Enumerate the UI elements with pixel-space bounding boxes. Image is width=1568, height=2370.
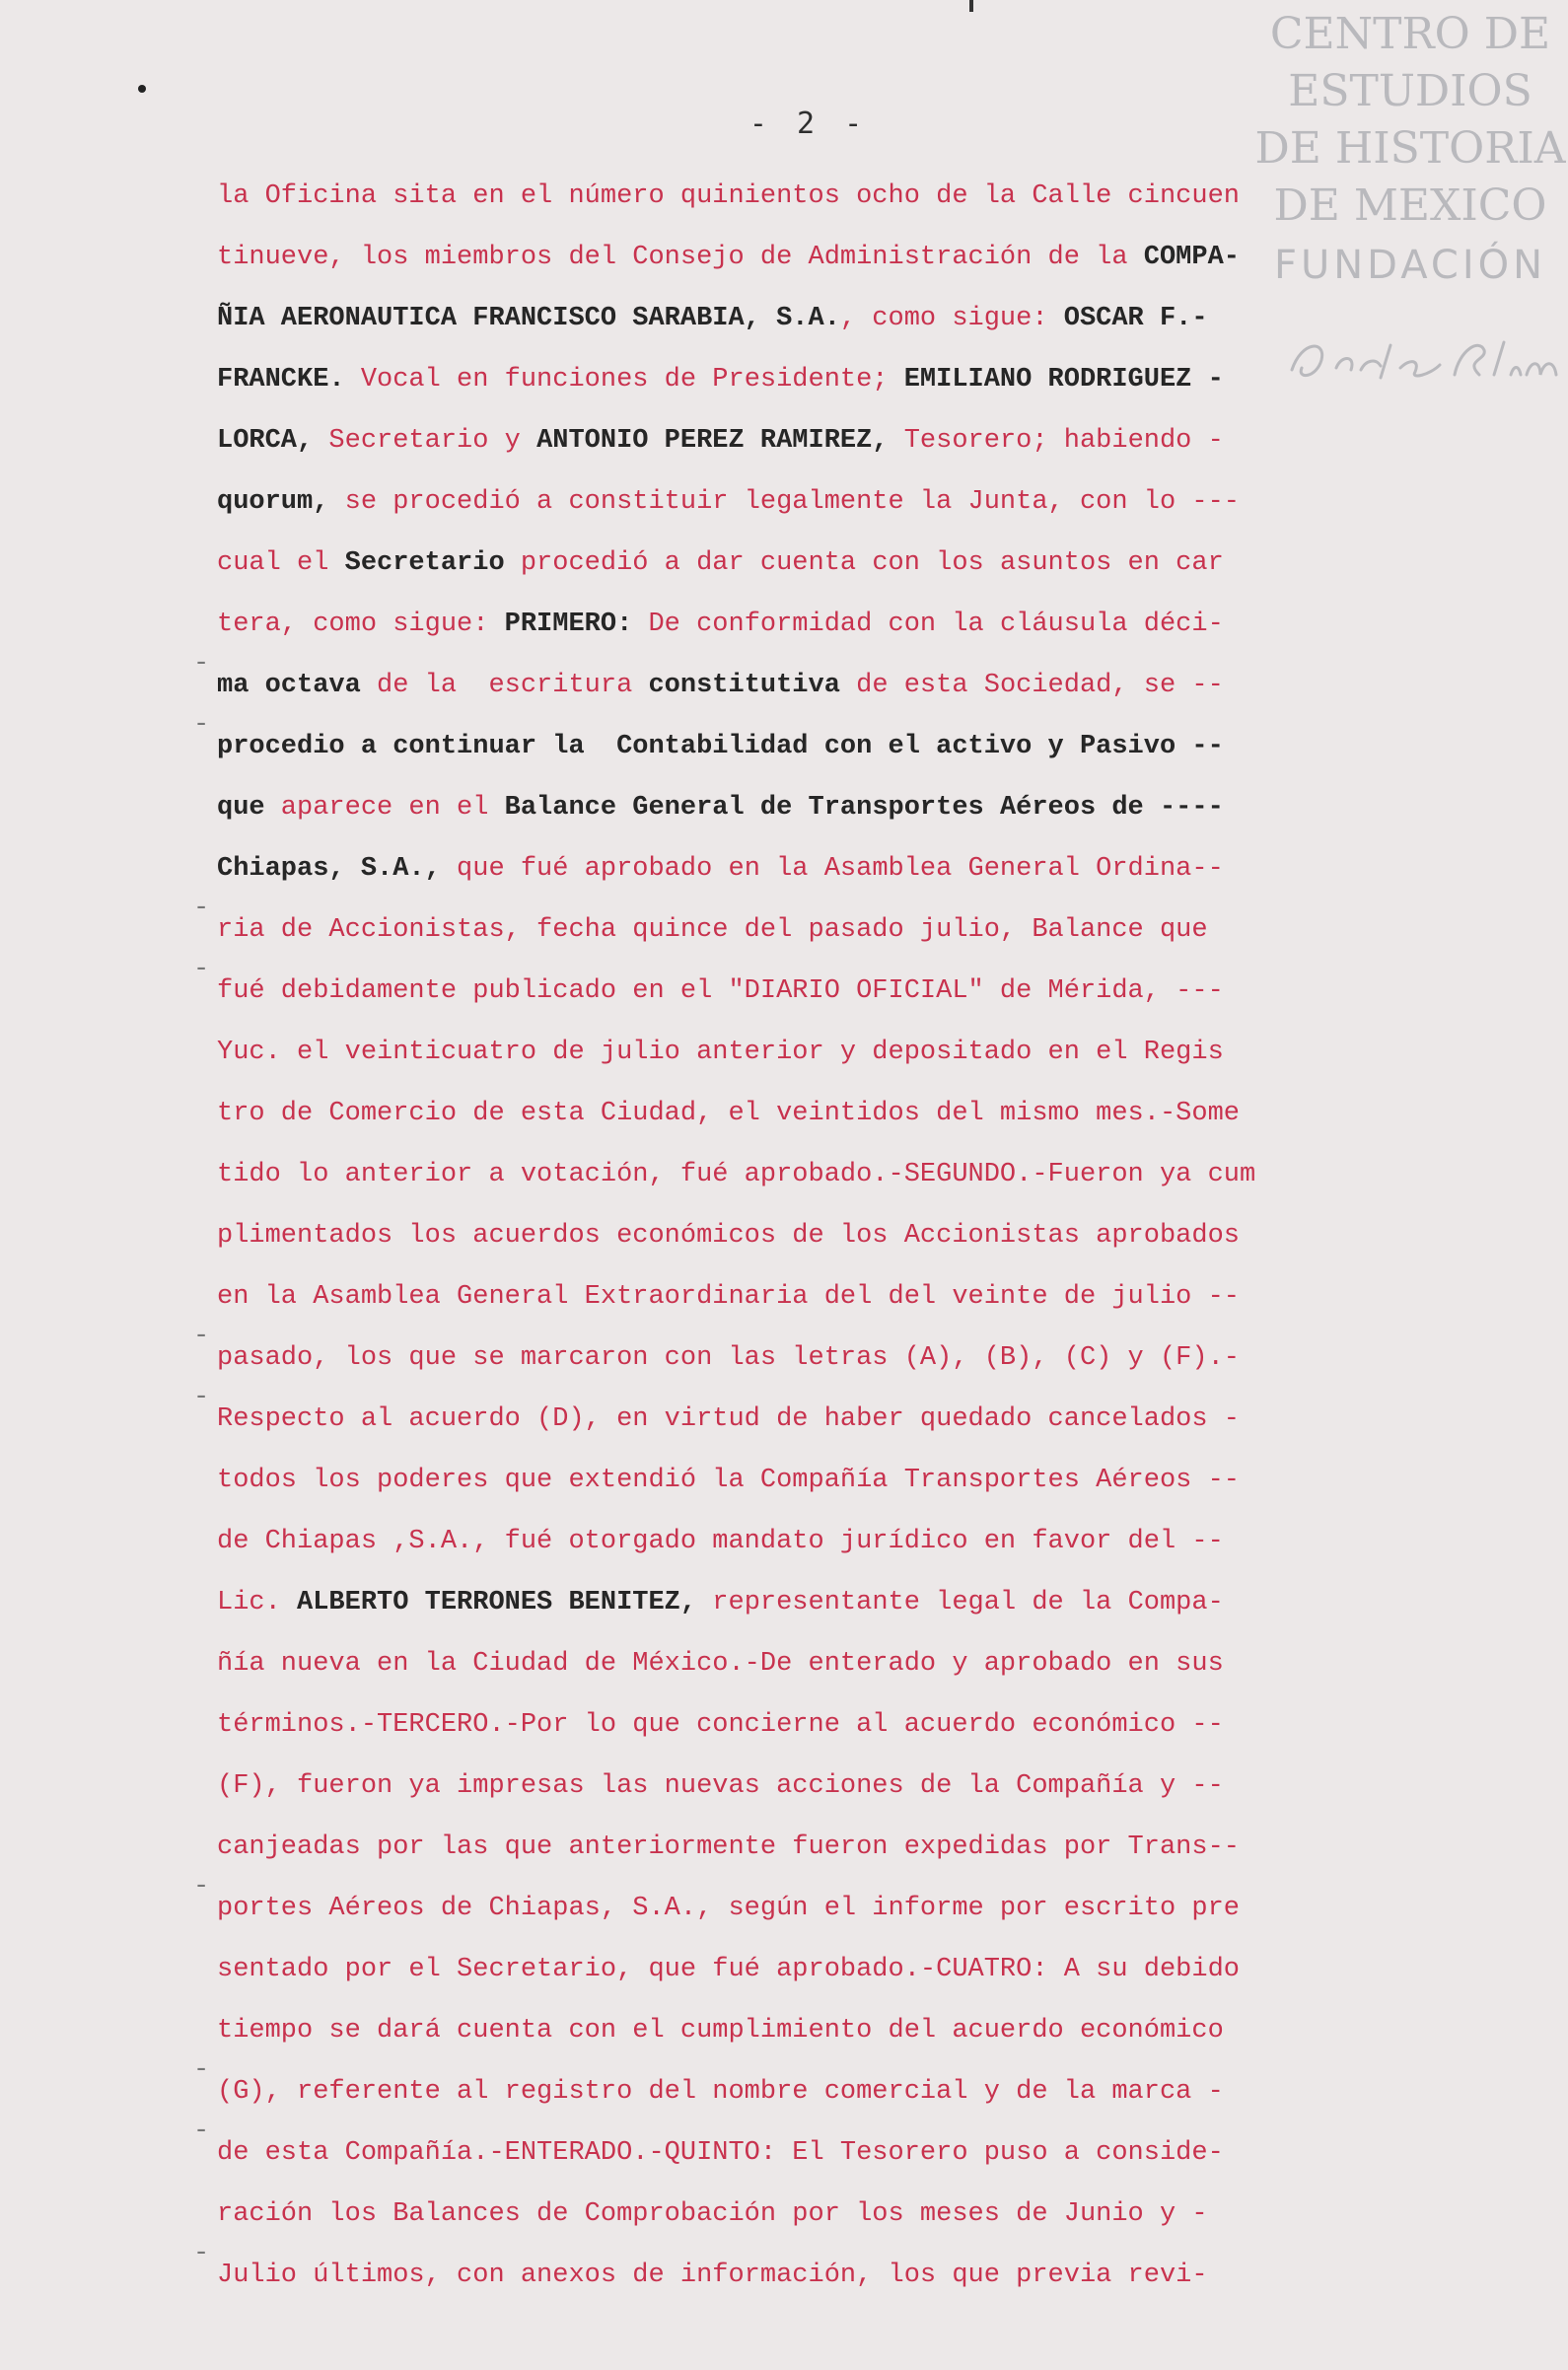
red-text-run: fué debidamente publicado en el "DIARIO OFICIAL" de Mérida, --- <box>217 976 1224 1006</box>
text-line <box>217 1756 1420 1817</box>
red-text-run: , como sigue: <box>839 304 1064 333</box>
red-text-run: Secretario y <box>313 426 537 456</box>
bold-text-run: ma octava <box>217 671 361 700</box>
red-text-run: tera, como sigue: <box>217 610 505 639</box>
text-line <box>217 1878 1420 1939</box>
bold-text-run: EMILIANO RODRIGUEZ - <box>903 365 1224 395</box>
margin-mark: - <box>193 649 210 679</box>
red-text-run: ria de Accionistas, fecha quince del pasado julio, Balance que <box>217 915 1208 945</box>
watermark-line: DE HISTORIA <box>1254 123 1566 174</box>
red-text-run: que fué aprobado en la Asamblea General Ordina-- <box>440 854 1224 884</box>
red-text-run: de la escritura <box>360 671 649 700</box>
margin-mark: - <box>193 1322 210 1351</box>
text-line <box>217 288 1420 349</box>
text-line <box>217 716 1420 777</box>
typewritten-body <box>217 166 1420 2306</box>
text-line <box>217 1511 1420 1572</box>
red-text-run: la Oficina sita en el número quinientos ocho de la Calle cincuen <box>217 181 1240 211</box>
bold-text-run: LORCA, <box>217 426 314 456</box>
bold-text-run: COMPA- <box>1143 243 1240 272</box>
watermark-line: ESTUDIOS <box>1288 66 1532 116</box>
red-text-run: Respecto al acuerdo (D), en virtud de haber quedado cancelados - <box>217 1404 1240 1434</box>
margin-mark: - <box>193 2055 210 2085</box>
text-line <box>217 166 1420 227</box>
text-line <box>217 777 1420 838</box>
red-text-run: tinueve, los miembros del Consejo de Administración de la <box>217 243 1144 272</box>
red-text-run: Julio últimos, con anexos de información, los que previa revi- <box>217 2261 1208 2290</box>
red-text-run: de esta Sociedad, se -- <box>839 671 1224 700</box>
text-line <box>217 961 1420 1022</box>
red-text-run: tiempo se dará cuenta con el cumplimiento del acuerdo económico <box>217 2016 1224 2046</box>
text-line <box>217 349 1420 410</box>
red-text-run: pasado, los que se marcaron con las letras (A), (B), (C) y (F).- <box>217 1343 1240 1373</box>
watermark-foundation: FUNDACIÓN <box>1273 243 1547 288</box>
bold-text-run: ÑIA AERONAUTICA FRANCISCO SARABIA, S.A. <box>217 304 840 333</box>
red-text-run: tro de Comercio de esta Ciudad, el veintidos del mismo mes.-Some <box>217 1099 1240 1128</box>
red-text-run: (G), referente al registro del nombre comercial y de la marca - <box>217 2077 1224 2107</box>
text-line <box>217 1633 1420 1694</box>
text-line <box>217 1022 1420 1083</box>
red-text-run: Lic. <box>217 1588 298 1617</box>
page-number: - 2 - <box>748 107 869 141</box>
red-text-run: ñía nueva en la Ciudad de México.-De enterado y aprobado en sus <box>217 1649 1224 1679</box>
text-line <box>217 2000 1420 2061</box>
text-line <box>217 1389 1420 1450</box>
text-line <box>217 1266 1420 1328</box>
text-line <box>217 1939 1420 2000</box>
text-line <box>217 838 1420 899</box>
watermark-line: CENTRO DE <box>1269 9 1551 59</box>
bold-text-run: Chiapas, S.A., <box>217 854 441 884</box>
bold-text-run: ANTONIO PEREZ RAMIREZ, <box>536 426 889 456</box>
margin-mark: - <box>193 955 210 984</box>
red-text-run: aparece en el <box>264 793 505 823</box>
bold-text-run: procedio a continuar la Contabilidad con el activo y Pasivo -- <box>217 732 1224 761</box>
text-line <box>217 594 1420 655</box>
red-text-run: se procedió a constituir legalmente la Junta, con lo --- <box>328 487 1240 517</box>
red-text-run: en la Asamblea General Extraordinaria del del veinte de julio -- <box>217 1282 1240 1312</box>
top-ink-mark <box>969 0 973 12</box>
red-text-run: Yuc. el veinticuatro de julio anterior y depositado en el Regis <box>217 1038 1224 1067</box>
text-line <box>217 410 1420 471</box>
red-text-run: cual el <box>217 548 345 578</box>
red-text-run: representante legal de la Compa- <box>696 1588 1224 1617</box>
text-line <box>217 533 1420 594</box>
red-text-run: plimentados los acuerdos económicos de los Accionistas aprobados <box>217 1221 1240 1251</box>
text-line <box>217 1144 1420 1205</box>
text-line <box>217 2061 1420 2122</box>
red-text-run: Vocal en funciones de Presidente; <box>344 365 904 395</box>
bold-text-run: FRANCKE. <box>217 365 345 395</box>
text-line <box>217 655 1420 716</box>
bold-text-run: quorum, <box>217 487 329 517</box>
red-text-run: de esta Compañía.-ENTERADO.-QUINTO: El Tesorero puso a conside- <box>217 2138 1224 2168</box>
red-text-run: procedió a dar cuenta con los asuntos en car <box>504 548 1224 578</box>
text-line <box>217 471 1420 533</box>
margin-mark: - <box>193 2117 210 2146</box>
margin-mark: - <box>193 894 210 923</box>
watermark-line: DE MEXICO <box>1273 180 1547 231</box>
text-line <box>217 1572 1420 1633</box>
red-text-run: (F), fueron ya impresas las nuevas acciones de la Compañía y -- <box>217 1771 1224 1801</box>
ink-dot <box>138 85 146 93</box>
margin-mark: - <box>193 1383 210 1412</box>
text-line <box>217 1205 1420 1266</box>
text-line <box>217 1083 1420 1144</box>
text-line <box>217 2245 1420 2306</box>
margin-mark: - <box>193 2239 210 2268</box>
text-line <box>217 1450 1420 1511</box>
bold-text-run: Balance General de Transportes Aéreos de ---- <box>504 793 1224 823</box>
text-line <box>217 899 1420 961</box>
text-line <box>217 1694 1420 1756</box>
bold-text-run: PRIMERO: <box>504 610 633 639</box>
margin-mark: - <box>193 710 210 740</box>
bold-text-run: constitutiva <box>648 671 840 700</box>
bold-text-run: ALBERTO TERRONES BENITEZ, <box>297 1588 697 1617</box>
margin-mark: - <box>193 1872 210 1902</box>
red-text-run: términos.-TERCERO.-Por lo que concierne al acuerdo económico -- <box>217 1710 1224 1740</box>
red-text-run: canjeadas por las que anteriormente fueron expedidas por Trans-- <box>217 1832 1240 1862</box>
bold-text-run: que <box>217 793 265 823</box>
red-text-run: Tesorero; habiendo - <box>888 426 1224 456</box>
text-line <box>217 227 1420 288</box>
text-line <box>217 2184 1420 2245</box>
red-text-run: tido lo anterior a votación, fué aprobado.-SEGUNDO.-Fueron ya cum <box>217 1160 1256 1189</box>
red-text-run: todos los poderes que extendió la Compañía Transportes Aéreos -- <box>217 1466 1240 1495</box>
text-line <box>217 1328 1420 1389</box>
red-text-run: de Chiapas ,S.A., fué otorgado mandato jurídico en favor del -- <box>217 1527 1224 1556</box>
red-text-run: De conformidad con la cláusula déci- <box>632 610 1224 639</box>
red-text-run: ración los Balances de Comprobación por los meses de Junio y - <box>217 2199 1208 2229</box>
red-text-run: portes Aéreos de Chiapas, S.A., según el informe por escrito pre <box>217 1894 1240 1923</box>
text-line <box>217 1817 1420 1878</box>
bold-text-run: OSCAR F.- <box>1063 304 1208 333</box>
bold-text-run: Secretario <box>344 548 505 578</box>
red-text-run: sentado por el Secretario, que fué aprobado.-CUATRO: A su debido <box>217 1955 1240 1984</box>
text-line <box>217 2122 1420 2184</box>
